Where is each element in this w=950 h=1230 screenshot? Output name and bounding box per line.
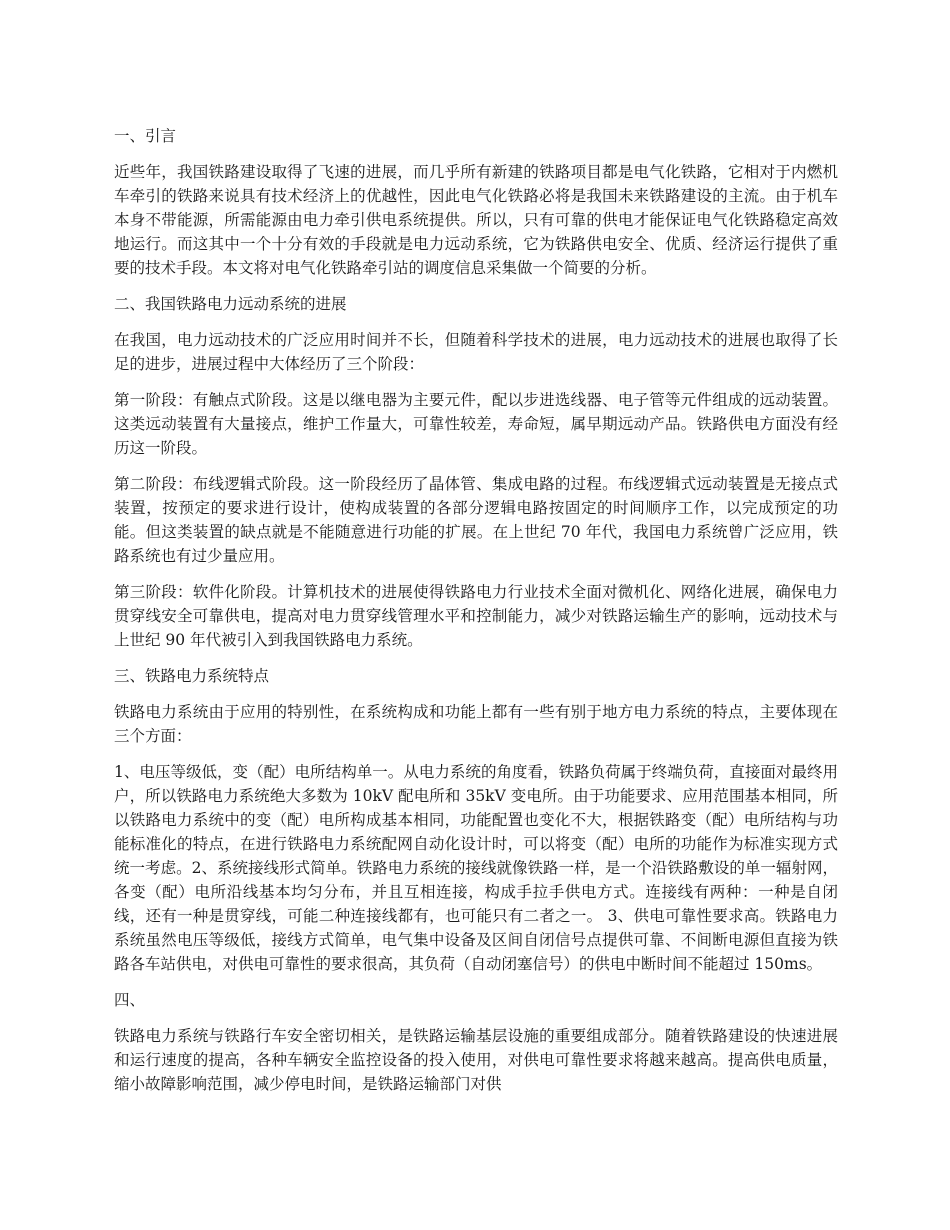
paragraph-characteristics-overview: 铁路电力系统由于应用的特别性，在系统构成和功能上都有一些有别于地方电力系统的特点，主要体现在三个方面： <box>114 703 838 745</box>
section-heading-introduction: 一、引言 <box>114 127 177 145</box>
section-heading-four: 四、 <box>114 991 146 1009</box>
section-heading-progress: 二、我国铁路电力远动系统的进展 <box>114 295 347 313</box>
paragraph-safety: 铁路电力系统与铁路行车安全密切相关，是铁路运输基层设施的重要组成部分。随着铁路建设的快速进展和运行速度的提高，各种车辆安全监控设备的投入使用，对供电可靠性要求将越来越高。提高供电质量，缩小故障影响范围，减少停电时间，是铁路运输部门对供 <box>114 1027 838 1093</box>
paragraph-progress-overview: 在我国，电力远动技术的广泛应用时间并不长，但随着科学技术的进展，电力远动技术的进展也取得了长足的进步，进展过程中大体经历了三个阶段： <box>114 331 838 373</box>
paragraph-introduction: 近些年，我国铁路建设取得了飞速的进展，而几乎所有新建的铁路项目都是电气化铁路，它相对于内燃机车牵引的铁路来说具有技术经济上的优越性，因此电气化铁路必将是我国未来铁路建设的主流。由于机车本身不带能源，所需能源由电力牵引供电系统提供。所以，只有可靠的供电才能保证电气化铁路稳定高效地运行。而这其中一个十分有效的手段就是电力远动系统，它为铁路供电安全、优质、经济运行提供了重要的技术手段。本文将对电气化铁路牵引站的调度信息采集做一个简要的分析。 <box>114 163 838 277</box>
document-body <box>114 124 838 1108</box>
paragraph-stage-one: 第一阶段：有触点式阶段。这是以继电器为主要元件，配以步进选线器、电子管等元件组成的远动装置。这类远动装置有大量接点，维护工作量大，可靠性较差，寿命短，属早期远动产品。铁路供电方面没有经历这一阶段。 <box>114 391 838 457</box>
paragraph-stage-three: 第三阶段：软件化阶段。计算机技术的进展使得铁路电力行业技术全面对微机化、网络化进展，确保电力贯穿线安全可靠供电，提高对电力贯穿线管理水平和控制能力，减少对铁路运输生产的影响，远动技术与上世纪 90 年代被引入到我国铁路电力系统。 <box>114 583 838 649</box>
paragraph-characteristics-details: 1、电压等级低，变（配）电所结构单一。从电力系统的角度看，铁路负荷属于终端负荷，直接面对最终用户，所以铁路电力系统绝大多数为 10kV 配电所和 35kV 变电所。由于功能要求、应用范围基本相同，所以铁路电力系统中的变（配）电所构成基本相同，功能配置也变化不大，根据铁路变（配）电所结构与功能标准化的特点，在进行铁路电力系统配网自动化设计时，可以将变（配）电所的功能作为标准实现方式统一考虑。2、系统接线形式简单。铁路电力系统的接线就像铁路一样，是一个沿铁路敷设的单一辐射网，各变（配）电所沿线基本均匀分布，并且互相连接，构成手拉手供电方式。连接线有两种：一种是自闭线，还有一种是贯穿线，可能二种连接线都有，也可能只有二者之一。 3、供电可靠性要求高。铁路电力系统虽然电压等级低，接线方式简单，电气集中设备及区间自闭信号点提供可靠、不间断电源但直接为铁路各车站供电，对供电可靠性的要求很高，其负荷（自动闭塞信号）的供电中断时间不能超过 150ms。 <box>114 763 838 973</box>
paragraph-stage-two: 第二阶段：布线逻辑式阶段。这一阶段经历了晶体管、集成电路的过程。布线逻辑式远动装置是无接点式装置，按预定的要求进行设计，使构成装置的各部分逻辑电路按固定的时间顺序工作，以完成预定的功能。但这类装置的缺点就是不能随意进行功能的扩展。在上世纪 70 年代，我国电力系统曾广泛应用，铁路系统也有过少量应用。 <box>114 475 838 565</box>
section-heading-characteristics: 三、铁路电力系统特点 <box>114 667 270 685</box>
